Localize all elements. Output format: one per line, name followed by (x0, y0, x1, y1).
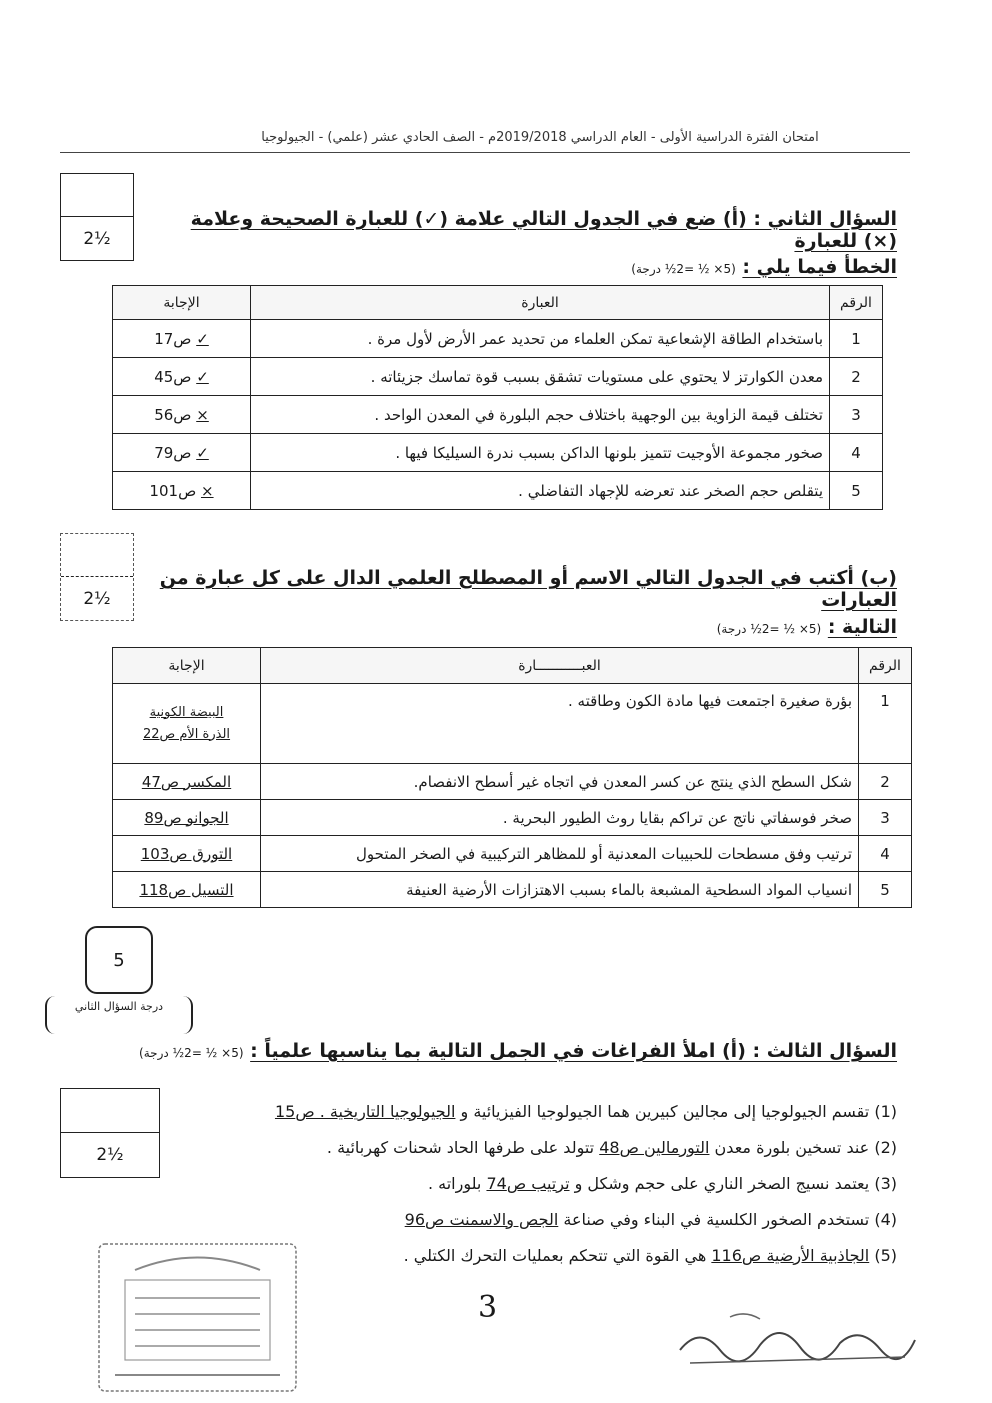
row-num: 4 (859, 836, 912, 872)
table-row (113, 472, 883, 510)
q2b-title-line2: التالية : (827, 616, 897, 638)
q2b-header-stmt: العبـــــــــــارة (261, 648, 859, 684)
q2a-header-num: الرقم (830, 286, 883, 320)
q3-marks-note: (5× ½ =2½ درجة) (139, 1046, 244, 1060)
table-row (113, 764, 912, 800)
answer-text: المكسر ص47 (141, 772, 232, 791)
row-statement: صخر فوسفاتي ناتج عن تراكم بقايا روث الطيور البحرية . (261, 800, 859, 836)
q2a-marks-note: (5× ½ =2½ درجة) (631, 262, 736, 276)
item-text-post: هي القوة التي تتحكم بعمليات التحرك الكتلي . (403, 1246, 712, 1265)
row-num: 5 (859, 872, 912, 908)
q3-score: 2½ (96, 1145, 124, 1165)
q3-title: السؤال الثالث : (أ) املأ الفراغات في الجمل التالية بما يناسبها علمياً : (250, 1040, 897, 1062)
q2b-header-num: الرقم (859, 648, 912, 684)
item-fill: الجيولوجيا التاريخية . ص15 (274, 1102, 456, 1121)
item-fill: ترتيب ص74 (486, 1174, 570, 1193)
answer-ref: ص56 (154, 405, 192, 424)
item-fill: التورمالين ص48 (599, 1138, 710, 1157)
row-answer (113, 684, 261, 764)
q2a-title-line1: السؤال الثاني : (أ) ضع في الجدول التالي علامة (✓) للعبارة الصحيحة وعلامة (×) للعبارة (190, 208, 897, 252)
answer-ref: ص45 (154, 367, 192, 386)
table-row (113, 358, 883, 396)
item-text: تقسم الجيولوجيا إلى مجالين كبيرين هما الجيولوجيا الفيزيائية و (455, 1102, 870, 1121)
table-row (113, 320, 883, 358)
answer-ref: ص17 (154, 329, 192, 348)
row-answer (113, 396, 251, 434)
row-statement: شكل السطح الذي ينتج عن كسر المعدن في اتجاه غير أسطح الانفصام. (261, 764, 859, 800)
row-answer (113, 472, 251, 510)
q2a-score-box (60, 173, 134, 261)
list-item (177, 1202, 897, 1238)
answer-text: الجوانو ص89 (144, 808, 229, 827)
item-text: يعتمد نسيج الصخر الناري على حجم وشكل و (569, 1174, 870, 1193)
q2b-marks-note: (5× ½ =2½ درجة) (716, 622, 822, 636)
row-num: 1 (859, 684, 912, 764)
list-item (177, 1094, 897, 1130)
table-row (113, 800, 912, 836)
table-row (113, 872, 912, 908)
row-statement: باستخدام الطاقة الإشعاعية تمكن العلماء من تحديد عمر الأرض لأول مرة . (251, 320, 830, 358)
answer-text: التسيل ص118 (139, 880, 234, 899)
row-num: 3 (830, 396, 883, 434)
q2-total-label: درجة السؤال الثاني (45, 996, 193, 1034)
official-stamp (95, 1240, 300, 1395)
item-num: (5) (874, 1246, 897, 1265)
answer-mark: ✓ (196, 367, 209, 386)
row-num: 5 (830, 472, 883, 510)
q2-total: 5 (113, 949, 125, 971)
q2a-score: 2½ (83, 228, 111, 249)
row-statement: بؤرة صغيرة اجتمعت فيها مادة الكون وطاقته . (261, 684, 859, 764)
table-row (113, 836, 912, 872)
table-row (113, 434, 883, 472)
exam-header: امتحان الفترة الدراسية الأولى - العام الدراسي 2019/2018م - الصف الحادي عشر (علمي) - الجيولوجيا (261, 130, 819, 145)
item-text: تستخدم الصخور الكلسية في البناء وفي صناعة (558, 1210, 870, 1229)
item-fill: الجص والاسمنت ص96 (404, 1210, 559, 1229)
item-num: (2) (874, 1138, 897, 1157)
q2a-header-ans: الإجابة (113, 286, 251, 320)
row-num: 2 (859, 764, 912, 800)
row-num: 3 (859, 800, 912, 836)
header-divider (60, 152, 910, 153)
table-row (113, 396, 883, 434)
q2-total-box (85, 926, 153, 994)
answer-line2: الذرة الأم ص22 (142, 726, 231, 742)
item-text-post: تتولد على طرفها الحاد شحنات كهربائية . (326, 1138, 600, 1157)
answer-mark: ✓ (196, 443, 209, 462)
row-num: 2 (830, 358, 883, 396)
table-row (113, 684, 912, 764)
row-num: 1 (830, 320, 883, 358)
row-statement: يتقلص حجم الصخر عند تعرضه للإجهاد التفاضلي . (251, 472, 830, 510)
row-answer (113, 320, 251, 358)
answer-text: التورق ص103 (140, 844, 233, 863)
row-statement: صخور مجموعة الأوجيت تتميز بلونها الداكن بسبب ندرة السيليكا فيها . (251, 434, 830, 472)
q2b-header-ans: الإجابة (113, 648, 261, 684)
item-num: (3) (874, 1174, 897, 1193)
row-num: 4 (830, 434, 883, 472)
list-item (177, 1130, 897, 1166)
answer-ref: ص79 (154, 443, 192, 462)
row-answer (113, 434, 251, 472)
item-num: (1) (874, 1102, 897, 1121)
q3-title-wrap (137, 1040, 897, 1062)
item-text: عند تسخين بلورة معدن (709, 1138, 870, 1157)
page-number: 3 (478, 1290, 498, 1325)
row-answer (113, 836, 261, 872)
q2a-table (112, 285, 883, 510)
signature (670, 1305, 920, 1375)
list-item (177, 1166, 897, 1202)
q2a-title-line2-wrap (137, 256, 897, 278)
q3-score-box (60, 1088, 160, 1178)
q2b-score-box (60, 533, 134, 621)
q2b-title-line1: (ب) أكتب في الجدول التالي الاسم أو المصطلح العلمي الدال على كل عبارة من العبارات (159, 567, 897, 611)
q2b-score: 2½ (83, 588, 111, 609)
item-num: (4) (874, 1210, 897, 1229)
row-answer (113, 358, 251, 396)
answer-mark: × (196, 405, 209, 424)
answer-ref: ص101 (149, 481, 197, 500)
q2b-table (112, 647, 912, 908)
row-statement: معدن الكوارتز لا يحتوي على مستويات تشقق بسبب قوة تماسك جزيئاته . (251, 358, 830, 396)
answer-line1: البيضة الكونية (149, 704, 224, 720)
q2a-title-line2: الخطأ فيما يلي : (742, 256, 897, 278)
row-answer (113, 764, 261, 800)
q2a-header-stmt: العبارة (251, 286, 830, 320)
row-answer (113, 800, 261, 836)
row-statement: ترتيب وفق مسطحات للحبيبات المعدنية أو للمظاهر التركيبية في الصخر المتحول (261, 836, 859, 872)
row-answer (113, 872, 261, 908)
item-text-post: بلوراته . (427, 1174, 487, 1193)
answer-mark: ✓ (196, 329, 209, 348)
row-statement: انسياب المواد السطحية المشبعة بالماء بسبب الاهتزازات الأرضية العنيفة (261, 872, 859, 908)
q2b-title-line2-wrap (137, 616, 897, 638)
row-statement: تختلف قيمة الزاوية بين الوجهية باختلاف حجم البلورة في المعدن الواحد . (251, 396, 830, 434)
item-fill: الجاذبية الأرضية ص116 (711, 1246, 870, 1265)
answer-mark: × (200, 481, 214, 500)
